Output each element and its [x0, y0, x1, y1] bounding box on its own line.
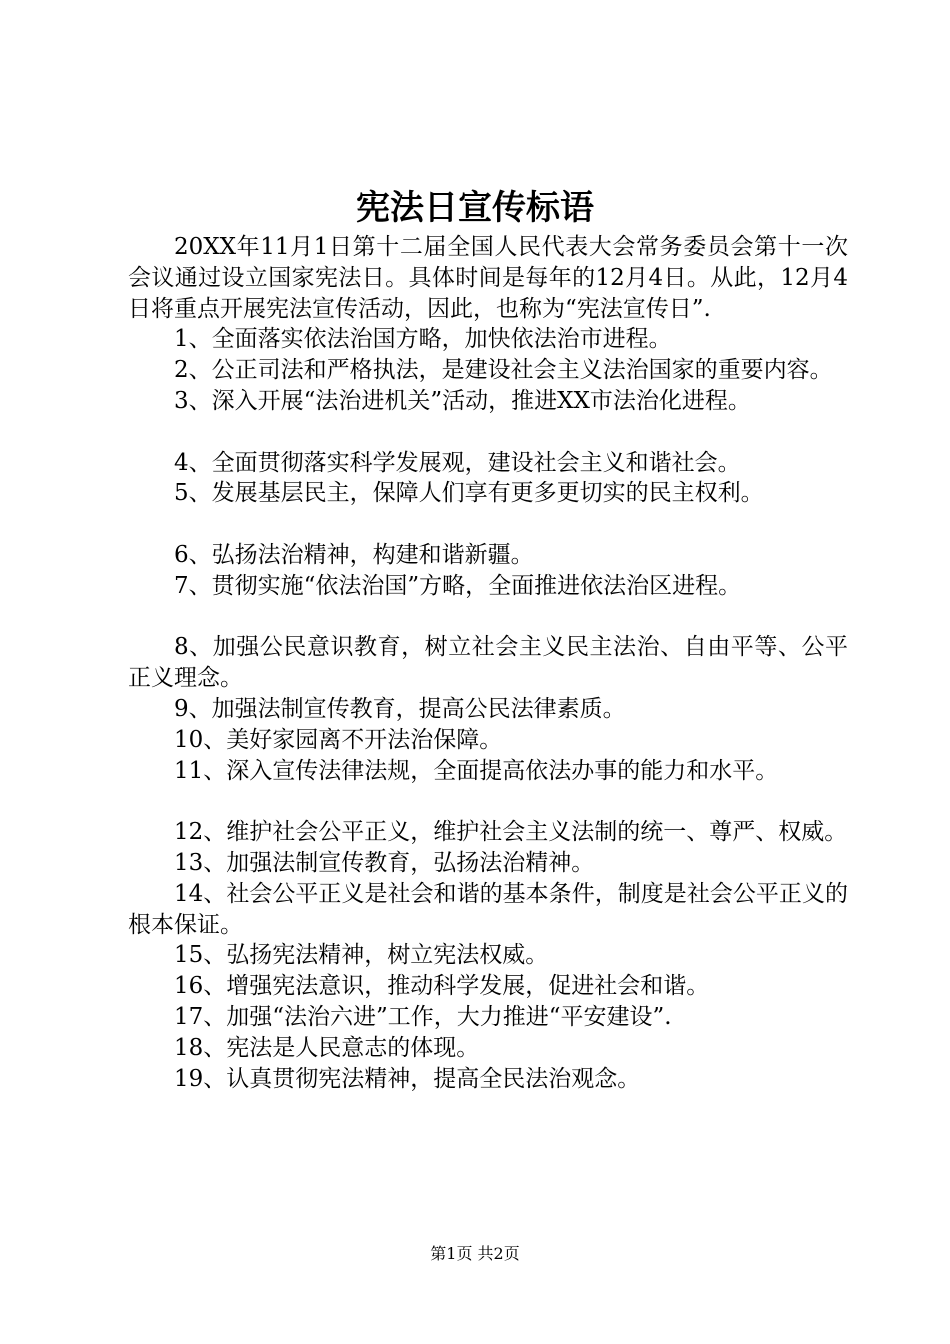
- slogan-item: 19、认真贯彻宪法精神，提高全民法治观念。: [174, 1065, 641, 1092]
- slogan-item: 4、全面贯彻落实科学发展观，建设社会主义和谐社会。: [174, 449, 741, 476]
- slogan-item: 14、社会公平正义是社会和谐的基本条件，制度是社会公平正义的根本保证。: [128, 880, 848, 938]
- slogan-item: 1、全面落实依法治国方略，加快依法治市进程。: [174, 326, 672, 353]
- slogan-item: 16、增强宪法意识，推动科学发展，促进社会和谐。: [174, 973, 710, 1000]
- slogan-item: 15、弘扬宪法精神，树立宪法权威。: [174, 942, 549, 969]
- slogan-item: 8、加强公民意识教育，树立社会主义民主法治、自由平等、公平正义理念。: [128, 634, 848, 692]
- slogan-item: 5、发展基层民主，保障人们享有更多更切实的民主权利。: [174, 480, 764, 507]
- slogan-item: 6、弘扬法治精神，构建和谐新疆。: [174, 541, 534, 568]
- slogan-item: 13、加强法制宣传教育，弘扬法治精神。: [174, 849, 595, 876]
- slogan-item: 11、深入宣传法律法规，全面提高依法办事的能力和水平。: [174, 757, 779, 784]
- slogan-item: 17、加强“法治六进”工作，大力推进“平安建设”.: [174, 1003, 672, 1030]
- intro-paragraph: 20XX年11月1日第十二届全国人民代表大会常务委员会第十一次会议通过设立国家宪法日。具体时间是每年的12月4日。从此，12月4日将重点开展宪法宣传活动，因此，也称为“宪法宣传日”.: [128, 234, 848, 322]
- slogan-item: 9、加强法制宣传教育，提高公民法律素质。: [174, 695, 626, 722]
- document-body: [128, 232, 848, 1094]
- slogan-item: 18、宪法是人民意志的体现。: [174, 1034, 480, 1061]
- slogan-item: 2、公正司法和严格执法，是建设社会主义法治国家的重要内容。: [174, 357, 833, 384]
- page-footer: 第1页 共2页: [430, 1244, 520, 1263]
- slogan-item: 7、贯彻实施“依法治国”方略，全面推进依法治区进程。: [174, 572, 742, 599]
- slogan-item: 10、美好家园离不开法治保障。: [174, 726, 503, 753]
- slogan-item: 12、维护社会公平正义，维护社会主义法制的统一、尊严、权威。: [174, 819, 848, 846]
- page-title: 宪法日宣传标语: [356, 188, 594, 228]
- slogan-item: 3、深入开展“法治进机关”活动，推进XX市法治化进程。: [174, 387, 751, 414]
